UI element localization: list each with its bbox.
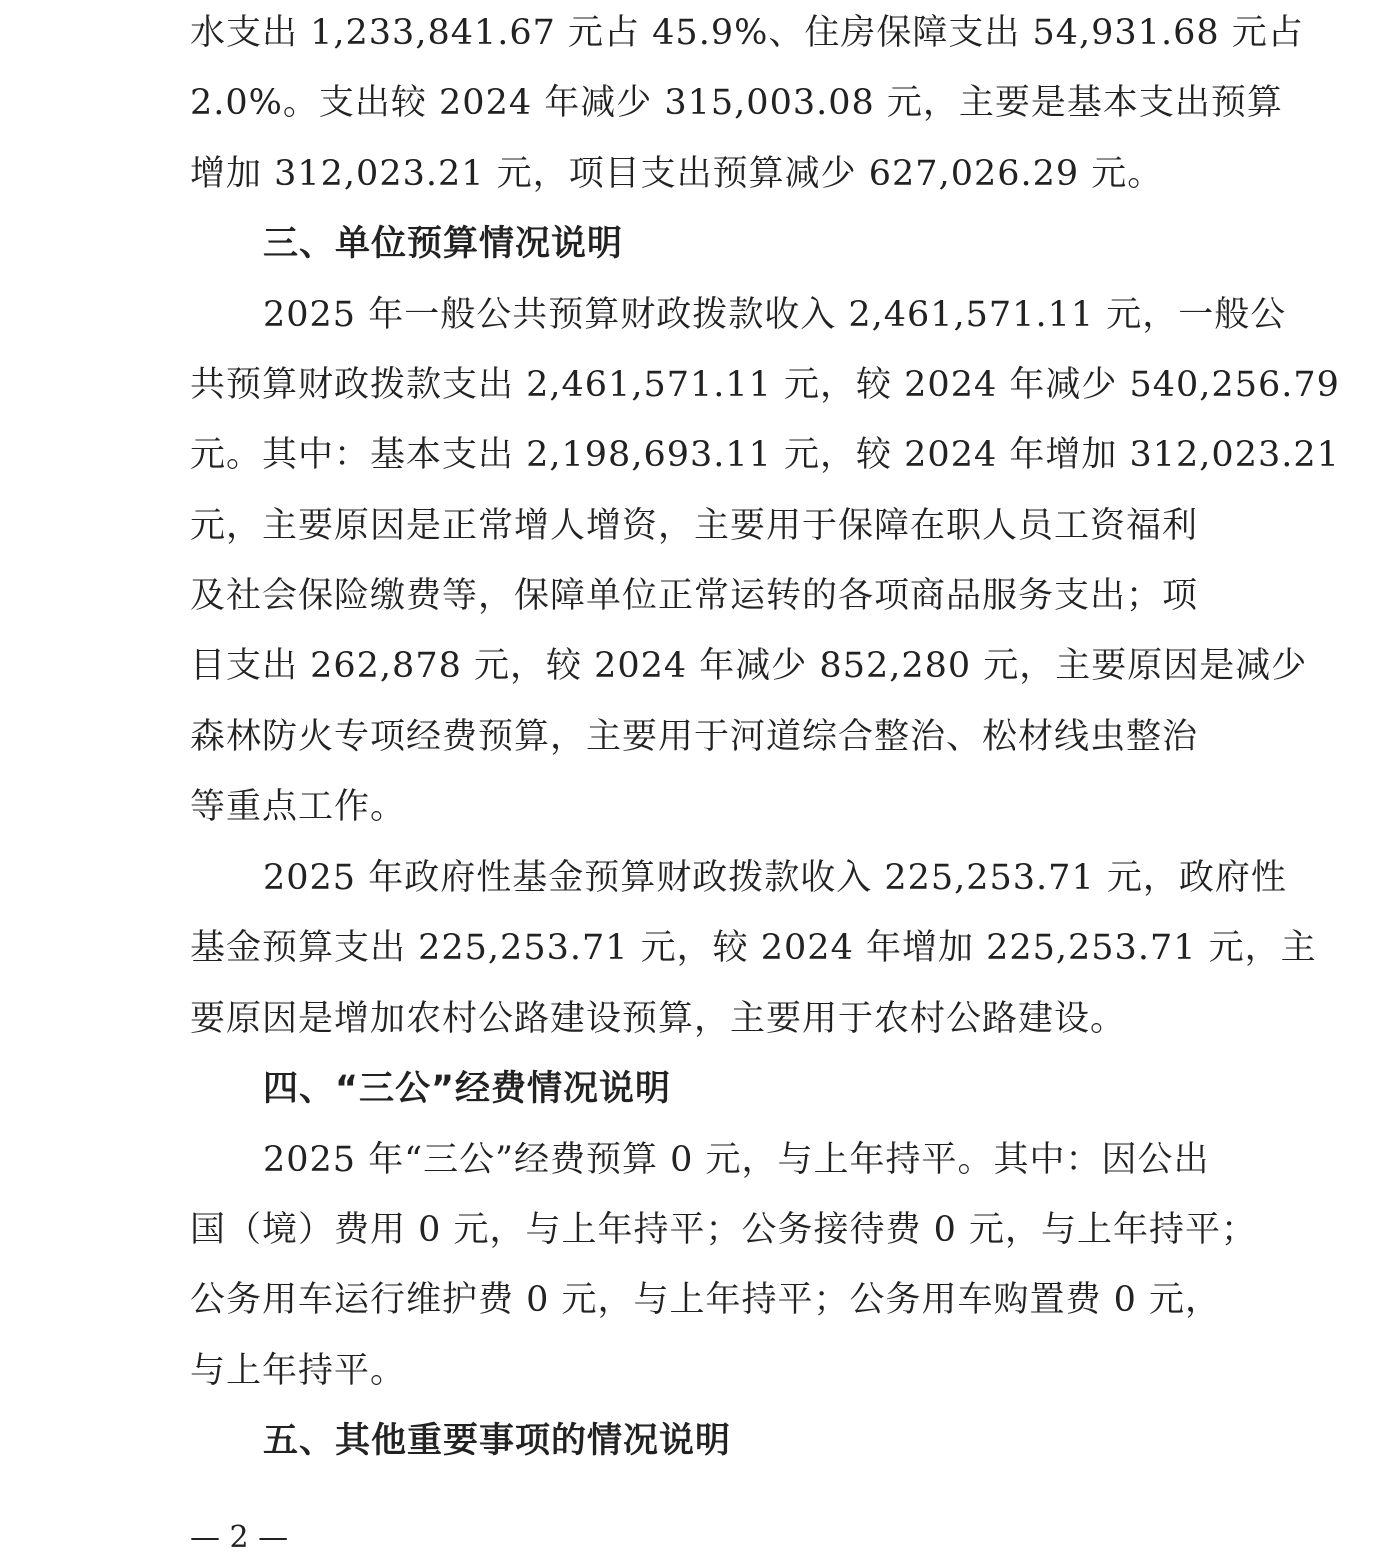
paragraph-line: 共预算财政拨款支出 2,461,571.11 元，较 2024 年减少 540,256.79 <box>190 365 1340 405</box>
paragraph-line: 增加 312,023.21 元，项目支出预算减少 627,026.29 元。 <box>190 154 1164 194</box>
paragraph-line: 元，主要原因是正常增人增资，主要用于保障在职人员工资福利 <box>190 506 1199 546</box>
paragraph-line: 2025 年政府性基金预算财政拨款收入 225,253.71 元，政府性 <box>263 858 1287 898</box>
paragraph-line: 元。其中：基本支出 2,198,693.11 元，较 2024 年增加 312,023.21 <box>190 435 1340 475</box>
page-number: — 2 — <box>190 1520 289 1555</box>
paragraph-line: 与上年持平。 <box>190 1351 407 1391</box>
paragraph-line: 基金预算支出 225,253.71 元，较 2024 年增加 225,253.71 元，主 <box>190 928 1317 968</box>
paragraph-line: 目支出 262,878 元，较 2024 年减少 852,280 元，主要原因是减少 <box>190 646 1308 686</box>
paragraph-line: 森林防火专项经费预算，主要用于河道综合整治、松材线虫整治 <box>190 717 1199 757</box>
paragraph-line: 2.0%。支出较 2024 年减少 315,003.08 元，主要是基本支出预算 <box>190 83 1283 123</box>
paragraph-line: 2025 年“三公”经费预算 0 元，与上年持平。其中：因公出 <box>263 1140 1210 1180</box>
paragraph-line: 2025 年一般公共预算财政拨款收入 2,461,571.11 元，一般公 <box>263 295 1287 335</box>
paragraph-line: 公务用车运行维护费 0 元，与上年持平；公务用车购置费 0 元， <box>190 1280 1222 1320</box>
section-heading-3: 三、单位预算情况说明 <box>263 224 624 264</box>
paragraph-line: 要原因是增加农村公路建设预算，主要用于农村公路建设。 <box>190 999 1127 1039</box>
paragraph-line: 及社会保险缴费等，保障单位正常运转的各项商品服务支出；项 <box>190 576 1199 616</box>
section-heading-4: 四、“三公”经费情况说明 <box>263 1069 672 1109</box>
paragraph-line: 水支出 1,233,841.67 元占 45.9%、住房保障支出 54,931.68 元占 <box>190 13 1304 53</box>
paragraph-line: 等重点工作。 <box>190 787 407 827</box>
section-heading-5: 五、其他重要事项的情况说明 <box>263 1421 732 1461</box>
paragraph-line: 国（境）费用 0 元，与上年持平；公务接待费 0 元，与上年持平； <box>190 1210 1258 1250</box>
